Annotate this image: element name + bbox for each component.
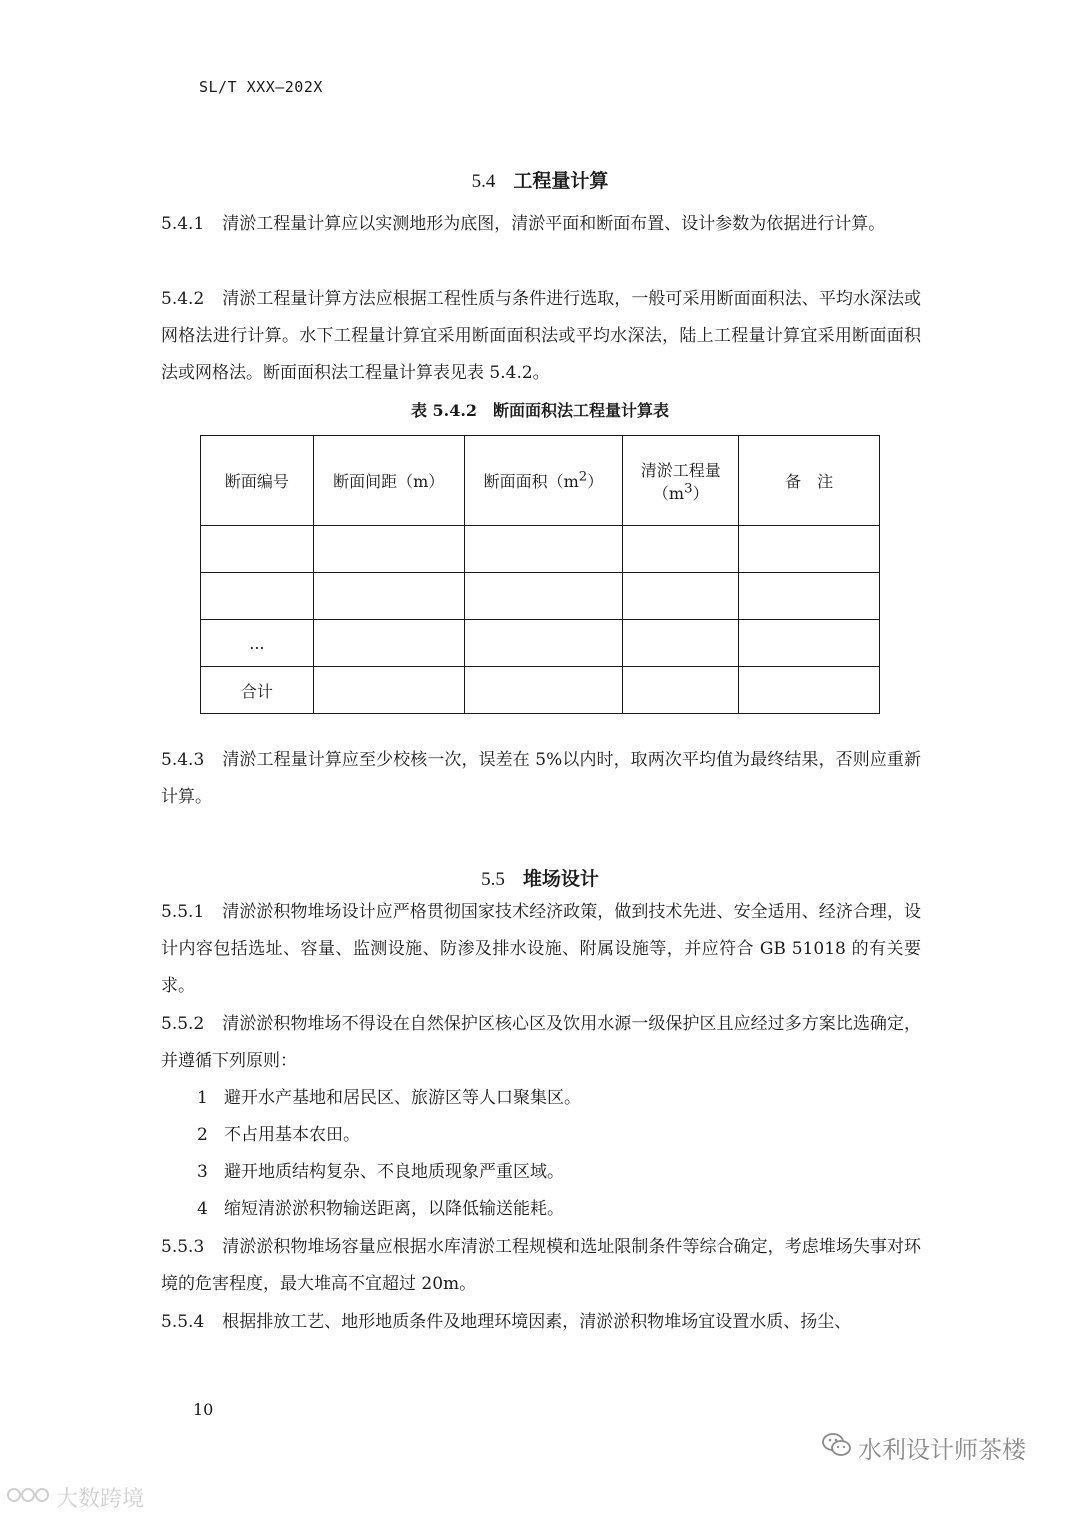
header-section-no: 断面编号 [201, 436, 314, 526]
table-row [201, 526, 880, 573]
item-text: 不占用基本农田。 [224, 1125, 360, 1145]
header-volume-close: ） [692, 483, 709, 503]
cell [623, 573, 739, 620]
header-volume-sup: 3 [684, 481, 693, 497]
item-text: 避开水产基地和居民区、旅游区等人口聚集区。 [224, 1088, 581, 1108]
clause-5-5-3 [161, 1229, 921, 1303]
table-header-row [201, 436, 880, 526]
item-number: 3 [197, 1162, 208, 1182]
clause-5-4-3 [161, 742, 921, 816]
clause-text: 清淤工程量计算应至少校核一次，误差在 5%以内时，取两次平均值为最终结果，否则应重新计算。 [161, 750, 921, 807]
cell [464, 573, 623, 620]
section-title-5-4 [0, 166, 1080, 193]
header-area-sup: 2 [578, 469, 588, 485]
clause-5-4-1 [161, 206, 921, 243]
cell [623, 667, 739, 714]
cell-label: ... [201, 620, 314, 667]
cell-label: 合计 [201, 667, 314, 714]
section-number: 5.5 [481, 869, 505, 890]
header-spacing: 断面间距（m） [313, 436, 464, 526]
header-remarks: 备 注 [739, 436, 880, 526]
list-item [197, 1191, 917, 1228]
table-row-total [201, 667, 880, 714]
section-heading: 工程量计算 [513, 170, 609, 192]
clause-5-5-2 [161, 1006, 921, 1080]
clause-text: 清淤淤积物堆场容量应根据水库清淤工程规模和选址限制条件等综合确定，考虑堆场失事对环境的危害程度，最大堆高不宜超过 20m。 [161, 1237, 921, 1294]
cell [464, 667, 623, 714]
section-number: 5.4 [471, 171, 496, 192]
clause-number: 5.4.3 [161, 750, 205, 770]
cell [464, 526, 623, 573]
watermark-right-text: 水利设计师茶楼 [858, 1436, 1026, 1464]
cell [313, 667, 464, 714]
header-area-close: ） [587, 472, 604, 491]
cell [739, 667, 880, 714]
cell [313, 573, 464, 620]
cell [313, 526, 464, 573]
clause-text: 清淤工程量计算方法应根据工程性质与条件进行选取，一般可采用断面面积法、平均水深法或网格法进行计算。水下工程量计算宜采用断面面积法或平均水深法，陆上工程量计算宜采用断面面积法或网格法。断面面积法工程量计算表见表 5.4.2。 [161, 289, 921, 383]
clause-text: 根据排放工艺、地形地质条件及地理环境因素，清淤淤积物堆场宜设置水质、扬尘、 [222, 1312, 852, 1332]
clause-number: 5.5.2 [161, 1014, 205, 1034]
clause-5-4-2 [161, 281, 921, 392]
watermark-brand [6, 1482, 144, 1513]
clause-number: 5.5.3 [161, 1237, 205, 1257]
watermark-wechat [822, 1430, 1026, 1465]
table-row [201, 620, 880, 667]
cell [313, 620, 464, 667]
list-item [197, 1117, 917, 1154]
header-volume [623, 436, 739, 526]
table-row [201, 573, 880, 620]
clause-5-5-1 [161, 894, 921, 1005]
standard-code: SL/T XXX—202X [199, 78, 323, 96]
item-text: 缩短清淤淤积物输送距离，以降低输送能耗。 [224, 1199, 564, 1219]
brand-logo-icon [6, 1483, 50, 1513]
header-area [464, 436, 623, 526]
section-title-5-5 [0, 864, 1080, 891]
header-area-text: 断面面积（m [483, 472, 579, 491]
cell [739, 620, 880, 667]
cell [623, 620, 739, 667]
clause-number: 5.5.4 [161, 1312, 205, 1332]
watermark-left-text: 大数跨境 [56, 1487, 145, 1512]
table-caption: 表 5.4.2 断面面积法工程量计算表 [410, 401, 670, 420]
header-volume-line1: 清淤工程量 [640, 460, 721, 480]
list-item [197, 1080, 917, 1117]
item-number: 1 [197, 1088, 208, 1108]
item-text: 避开地质结构复杂、不良地质现象严重区域。 [224, 1162, 564, 1182]
clause-text: 清淤工程量计算应以实测地形为底图，清淤平面和断面布置、设计参数为依据进行计算。 [222, 214, 886, 234]
clause-number: 5.4.1 [161, 214, 205, 234]
cell-label [201, 526, 314, 573]
cell-label [201, 573, 314, 620]
cell [739, 526, 880, 573]
page-number: 10 [193, 1400, 214, 1419]
cell [739, 573, 880, 620]
cell [623, 526, 739, 573]
clause-5-5-4 [161, 1304, 921, 1341]
header-volume-unit: （m [652, 483, 685, 503]
clause-number: 5.5.1 [161, 902, 205, 922]
clause-text: 清淤淤积物堆场不得设在自然保护区核心区及饮用水源一级保护区且应经过多方案比选确定，并遵循下列原则： [161, 1014, 921, 1071]
wechat-icon [822, 1432, 852, 1464]
clause-text: 清淤淤积物堆场设计应严格贯彻国家技术经济政策，做到技术先进、安全适用、经济合理，设计内容包括选址、容量、监测设施、防渗及排水设施、附属设施等，并应符合 GB 51018 的有关要求。 [161, 902, 921, 996]
item-number: 2 [197, 1125, 208, 1145]
clause-number: 5.4.2 [161, 289, 205, 309]
item-number: 4 [197, 1199, 208, 1219]
calculation-table [200, 435, 880, 714]
section-heading: 堆场设计 [522, 868, 599, 890]
list-item [197, 1154, 917, 1191]
cell [464, 620, 623, 667]
